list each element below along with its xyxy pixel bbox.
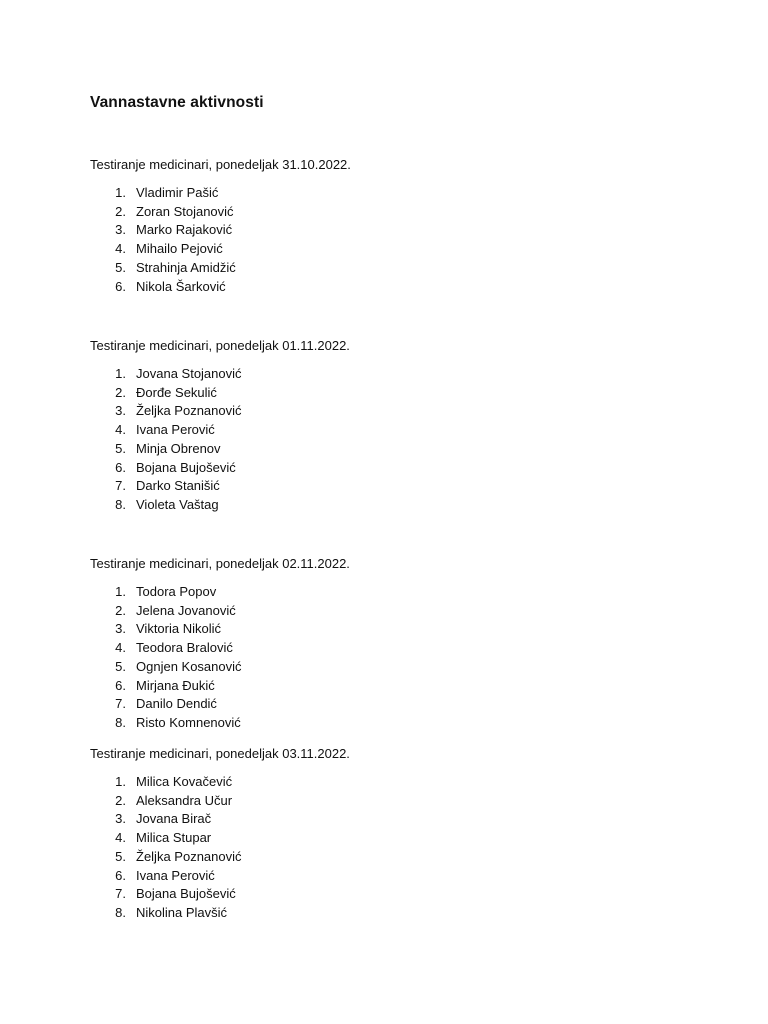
item-number: 5. <box>115 259 126 275</box>
item-number: 7. <box>115 696 126 712</box>
name-list <box>90 583 350 733</box>
item-number: 5. <box>115 658 126 674</box>
list-item <box>90 867 350 886</box>
item-number: 2. <box>115 792 126 808</box>
item-number: 6. <box>115 677 126 693</box>
item-number: 3. <box>115 621 126 637</box>
item-number: 8. <box>115 496 126 512</box>
section-heading: Testiranje medicinari, ponedeljak 31.10.2022. <box>90 157 351 172</box>
item-name: Bojana Bujošević <box>136 886 236 902</box>
item-name: Jelena Jovanović <box>136 602 236 618</box>
list-item <box>90 792 350 811</box>
item-name: Aleksandra Učur <box>136 792 233 808</box>
section-03-11-2022 <box>90 745 350 923</box>
list-item <box>90 810 350 829</box>
list-item <box>90 278 351 297</box>
item-number: 1. <box>115 774 126 789</box>
list-item <box>90 184 351 203</box>
item-number: 2. <box>115 203 126 219</box>
item-name: Zoran Stojanović <box>136 203 234 219</box>
item-number: 7. <box>115 886 126 902</box>
item-number: 2. <box>115 384 126 400</box>
list-item <box>90 583 350 602</box>
item-name: Željka Poznanović <box>136 848 242 864</box>
item-number: 6. <box>115 278 126 294</box>
item-number: 8. <box>115 904 126 920</box>
item-number: 7. <box>115 478 126 494</box>
item-number: 4. <box>115 241 126 257</box>
item-name: Minja Obrenov <box>136 440 221 456</box>
item-name: Ognjen Kosanović <box>136 658 242 674</box>
item-name: Danilo Dendić <box>136 696 217 712</box>
list-item <box>90 620 350 639</box>
item-number: 3. <box>115 222 126 238</box>
list-item <box>90 402 350 421</box>
item-number: 6. <box>115 867 126 883</box>
item-number: 8. <box>115 714 126 730</box>
item-name: Nikolina Plavšić <box>136 904 228 920</box>
item-name: Ivana Perović <box>136 422 215 438</box>
section-01-11-2022 <box>90 337 350 515</box>
list-item <box>90 885 350 904</box>
name-list <box>90 773 350 923</box>
item-name: Jovana Stojanović <box>136 366 242 381</box>
list-item <box>90 259 351 278</box>
item-name: Marko Rajaković <box>136 222 233 238</box>
list-item <box>90 695 350 714</box>
item-name: Ivana Perović <box>136 867 215 883</box>
list-item <box>90 240 351 259</box>
list-item <box>90 440 350 459</box>
item-name: Mirjana Đukić <box>136 677 215 693</box>
list-item <box>90 421 350 440</box>
item-name: Vladimir Pašić <box>136 185 219 200</box>
item-name: Darko Stanišić <box>136 478 220 494</box>
item-name: Todora Popov <box>136 584 217 599</box>
item-name: Milica Stupar <box>136 830 212 846</box>
item-number: 1. <box>115 366 126 381</box>
list-item <box>90 658 350 677</box>
list-item <box>90 221 351 240</box>
item-number: 2. <box>115 602 126 618</box>
list-item <box>90 773 350 792</box>
item-number: 4. <box>115 830 126 846</box>
list-item <box>90 677 350 696</box>
list-item <box>90 459 350 478</box>
item-name: Nikola Šarković <box>136 278 226 294</box>
list-item <box>90 477 350 496</box>
item-name: Đorđe Sekulić <box>136 384 217 400</box>
list-item <box>90 365 350 384</box>
section-31-10-2022 <box>90 156 351 296</box>
name-list <box>90 365 350 515</box>
item-name: Mihailo Pejović <box>136 241 223 257</box>
item-name: Strahinja Amidžić <box>136 259 236 275</box>
section-heading: Testiranje medicinari, ponedeljak 02.11.2022. <box>90 556 350 571</box>
list-item <box>90 904 350 923</box>
list-item <box>90 639 350 658</box>
item-number: 5. <box>115 440 126 456</box>
item-name: Viktoria Nikolić <box>136 621 222 637</box>
list-item <box>90 384 350 403</box>
list-item <box>90 602 350 621</box>
item-name: Milica Kovačević <box>136 774 233 789</box>
name-list <box>90 184 351 296</box>
item-number: 1. <box>115 584 126 599</box>
item-number: 3. <box>115 403 126 419</box>
item-name: Teodora Bralović <box>136 640 233 656</box>
item-name: Jovana Birač <box>136 811 212 827</box>
list-item <box>90 848 350 867</box>
item-number: 5. <box>115 848 126 864</box>
item-number: 4. <box>115 640 126 656</box>
item-name: Željka Poznanović <box>136 403 242 419</box>
item-number: 1. <box>115 185 126 200</box>
item-number: 6. <box>115 459 126 475</box>
item-name: Violeta Vaštag <box>136 496 219 512</box>
section-heading: Testiranje medicinari, ponedeljak 01.11.2022. <box>90 338 350 353</box>
item-name: Bojana Bujošević <box>136 459 236 475</box>
list-item <box>90 714 350 733</box>
section-02-11-2022 <box>90 555 350 733</box>
list-item <box>90 203 351 222</box>
item-number: 3. <box>115 811 126 827</box>
item-number: 4. <box>115 422 126 438</box>
item-name: Risto Komnenović <box>136 714 241 730</box>
document-title: Vannastavne aktivnosti <box>90 94 264 111</box>
section-heading: Testiranje medicinari, ponedeljak 03.11.2022. <box>90 746 350 761</box>
list-item <box>90 496 350 515</box>
list-item <box>90 829 350 848</box>
